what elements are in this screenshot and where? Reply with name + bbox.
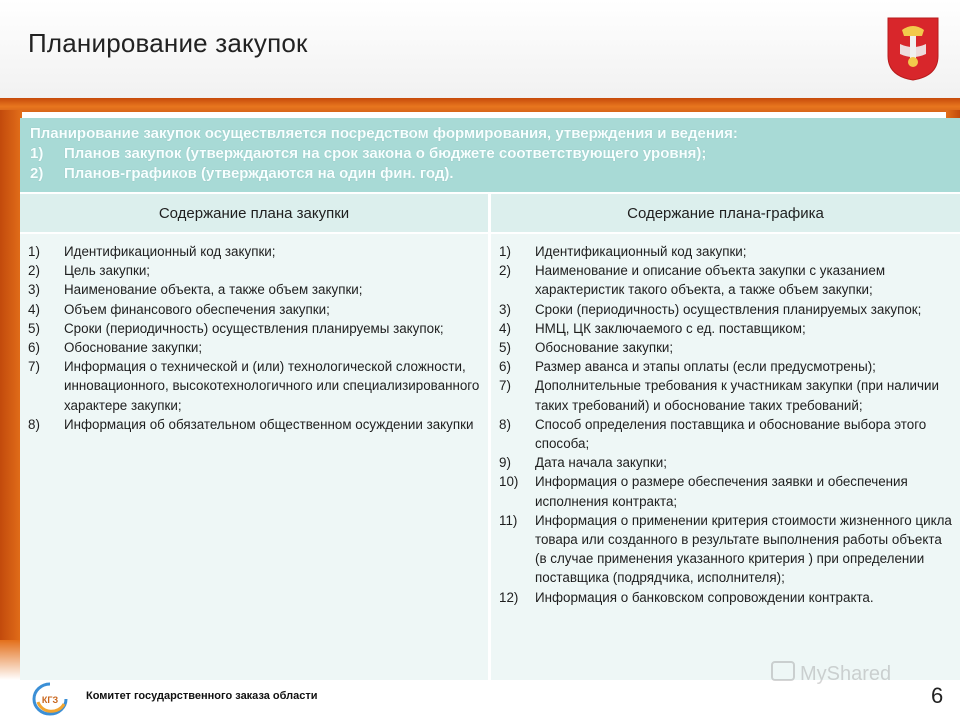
list-item-text: Наименование объекта, а также объем закупки; — [64, 282, 363, 298]
list-item — [28, 280, 480, 299]
list-item-number: 7) — [499, 378, 511, 394]
schedule-header: Содержание плана-графика — [491, 194, 960, 232]
list-item — [499, 472, 952, 510]
list-item — [28, 338, 480, 357]
list-item — [499, 588, 952, 607]
orange-left-band — [0, 110, 22, 660]
list-item-number: 5) — [499, 340, 511, 356]
list-item-text: Информация о применении критерия стоимости жизненного цикла товара или созданного в результате выполнения работы объекта (в случае применения указанного критерия ) при определении поставщика (подрядчика, исполнителя); — [535, 512, 952, 586]
list-item-text: Способ определения поставщика и обоснование выбора этого способа; — [535, 416, 927, 452]
intro-item — [30, 164, 950, 184]
list-item — [499, 511, 952, 588]
list-item-text: Идентификационный код закупки; — [64, 244, 276, 259]
column-headers — [20, 194, 960, 232]
committee-logo-icon — [30, 682, 70, 716]
list-item-number: 5) — [28, 320, 40, 336]
list-item — [28, 261, 480, 280]
list-item-text: Обоснование закупки; — [64, 340, 203, 356]
list-item-text: НМЦ, ЦК заключаемого с ед. поставщиком; — [535, 320, 806, 336]
list-item-number: 11) — [499, 512, 518, 528]
list-item — [499, 376, 952, 414]
list-item-number: 4) — [28, 301, 40, 317]
list-item-number: 12) — [499, 589, 519, 605]
list-item — [28, 415, 480, 434]
intro-item-number: 2) — [30, 165, 44, 182]
page-number: 6 — [931, 683, 944, 708]
orange-top-band — [0, 98, 960, 112]
list-item-number: 2) — [28, 263, 40, 279]
list-item — [499, 338, 952, 357]
coat-of-arms-icon — [886, 16, 940, 82]
watermark — [770, 658, 930, 688]
list-item-text: Идентификационный код закупки; — [535, 244, 747, 259]
list-item — [499, 319, 952, 338]
intro-item-number: 1) — [30, 145, 44, 162]
columns-body — [20, 234, 960, 686]
list-item-text: Объем финансового обеспечения закупки; — [64, 301, 330, 317]
list-item — [499, 242, 952, 261]
list-item-number: 1) — [28, 244, 40, 259]
list-item — [499, 300, 952, 319]
list-item-text: Наименование и описание объекта закупки с указанием характеристик такого объекта, а также объем закупки; — [535, 263, 886, 298]
list-item-text: Размер аванса и этапы оплаты (если предусмотрены); — [535, 359, 876, 375]
list-item-text: Информация о банковском сопровождении контракта. — [535, 589, 874, 605]
list-item-number: 7) — [28, 359, 40, 375]
list-item — [28, 357, 480, 415]
list-item — [499, 261, 952, 299]
orange-left-fade — [0, 640, 22, 680]
slide-header — [0, 0, 960, 100]
list-item — [28, 242, 480, 261]
schedule-content-list — [491, 234, 960, 686]
list-item-text: Информация об обязательном общественном осуждении закупки — [64, 416, 474, 432]
intro-item-text: Планов-графиков (утверждаются на один фин. год). — [64, 165, 454, 182]
plan-content-list — [20, 234, 488, 686]
list-item-text: Дополнительные требования к участникам закупки (при наличии таких требований) и обоснование таких требований; — [535, 378, 939, 413]
intro-lead: Планирование закупок осуществляется посредством формирования, утверждения и ведения: — [30, 125, 738, 142]
list-item-number: 6) — [28, 340, 40, 356]
list-item-text: Обоснование закупки; — [535, 340, 674, 356]
list-item — [28, 319, 480, 338]
list-item-text: Информация о размере обеспечения заявки и обеспечения исполнения контракта; — [535, 474, 908, 509]
list-item-number: 3) — [28, 282, 40, 298]
page-title: Планирование закупок — [28, 28, 308, 58]
list-item — [499, 453, 952, 472]
watermark-text: MyShared — [800, 663, 892, 685]
logo-text: КГЗ — [41, 695, 59, 705]
list-item-number: 1) — [499, 244, 511, 259]
list-item — [499, 357, 952, 376]
list-item-number: 10) — [499, 474, 519, 490]
list-item-number: 9) — [499, 455, 511, 471]
list-item-number: 4) — [499, 320, 511, 336]
plan-header: Содержание плана закупки — [20, 194, 488, 232]
intro-block — [20, 118, 960, 192]
list-item-number: 8) — [499, 416, 511, 432]
list-item-text: Сроки (периодичность) осуществления планируемых закупок; — [535, 301, 922, 317]
content-table — [20, 118, 960, 686]
list-item-number: 6) — [499, 359, 511, 375]
intro-item-text: Планов закупок (утверждаются на срок закона о бюджете соответствующего уровня); — [64, 145, 707, 162]
intro-item — [30, 144, 950, 164]
list-item-text: Сроки (периодичность) осуществления планируемы закупок; — [64, 320, 444, 336]
committee-name: Комитет государственного заказа области — [86, 690, 318, 702]
list-item-number: 3) — [499, 301, 511, 317]
list-item — [28, 300, 480, 319]
list-item-text: Информация о технической и (или) технологической сложности, инновационного, высокотехнологичного или специализированного характере закупки; — [64, 359, 480, 413]
list-item-text: Дата начала закупки; — [535, 455, 667, 471]
list-item-text: Цель закупки; — [64, 263, 151, 279]
list-item — [499, 415, 952, 453]
list-item-number: 2) — [499, 263, 511, 279]
list-item-number: 8) — [28, 416, 40, 432]
